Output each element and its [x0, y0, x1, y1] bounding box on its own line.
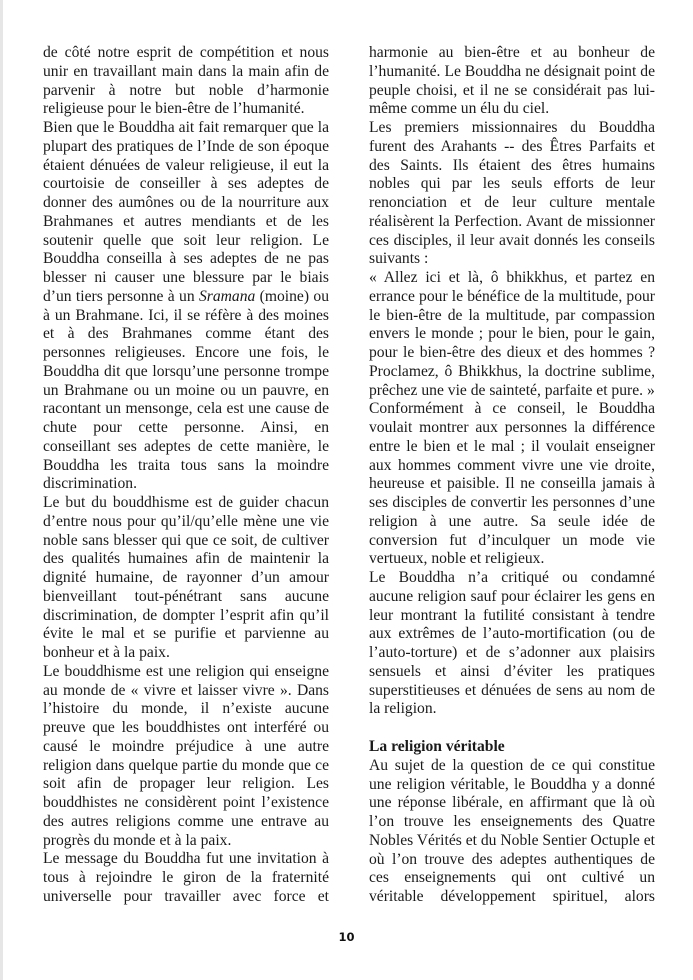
text-run: (moine) ou à un Brahmane. Ici, il se réfère à des moines et à des Brahmanes comme étant des personnes religieuses. Encore une fois, le Bouddha dit que lorsqu’une personne trompe un Brahmane ou un moine ou un pauvre, en racontant un mensonge, cela est une cause de chute pour cette personne. Ainsi, en conseillant ses adeptes de cette manière, le Bouddha les traita tous sans la moindre discrimination. — [43, 287, 329, 493]
paragraph: Conformément à ce conseil, le Bouddha voulait montrer aux personnes la différence entre le bien et le mal ; il voulait enseigner aux hommes comment vivre une vie droite, heureuse et paisible. Il ne conseilla jamais à ses disciples de convertir les personnes d’une religion à une autre. Sa seule idée de conversion fut d’inculquer un mode vie vertueux, noble et religieux. — [369, 400, 655, 568]
paragraph: harmonie au bien-être et au bonheur de l’humanité. Le Bouddha ne désignait point de peuple choisi, et il ne se considérait pas lui-même comme un élu du ciel. — [369, 44, 655, 118]
page-edge — [0, 0, 3, 980]
left-column — [43, 44, 329, 907]
right-column — [369, 44, 655, 907]
paragraph: Le bouddhisme est une religion qui enseigne au monde de « vivre et laisser vivre ». Dans l’histoire du monde, il n’existe aucune preuve que les bouddhistes ont interféré ou causé le moindre préjudice à une autre religion dans quelque partie du monde que ce soit afin de propager leur religion. Les bouddhistes ne considèrent point l’existence des autres religions comme une entrave au progrès du monde et à la paix. — [43, 662, 329, 849]
paragraph — [43, 119, 329, 494]
paragraph: Les premiers missionnaires du Bouddha furent des Arahants -- des Êtres Parfaits et des Saints. Ils étaient des êtres humains nobles qui par les seuls efforts de leur renonciation et de leur culture mentale réalisèrent la Perfection. Avant de missionner ces disciples, il leur avait donnés les conseils suivants : — [369, 119, 655, 268]
paragraph: Le message du Bouddha fut une invitation à tous à rejoindre le giron de la fraternité universelle pour travailler avec force et — [43, 850, 329, 905]
text-run: Bien que le Bouddha ait fait remarquer que la plupart des pratiques de l’Inde de son époque étaient dénuées de valeur religieuse, il eut la courtoisie de conseiller à ses adeptes de donner des aumônes ou de la nourriture aux Brahmanes et autres mendiants et de les soutenir quelle que soit leur religion. Le Bouddha conseilla à ses adeptes de ne pas blesser ni causer une blessure par le biais d’un tiers personne à un — [43, 119, 329, 305]
paragraph: Le but du bouddhisme est de guider chacun d’entre nous pour qu’il/qu’elle mène une vie noble sans blesser qui que ce soit, de cultiver des qualités humaines afin de maintenir la dignité humaine, de rayonner d’un amour bienveillant tout-pénétrant sans aucune discrimination, de dompter l’esprit afin qu’il évite le mal et se purifie et parvienne au bonheur et à la paix. — [43, 494, 329, 661]
italic-term: Sramana — [199, 287, 256, 305]
paragraph: Le Bouddha n’a critiqué ou condamné aucune religion sauf pour éclairer les gens en leur montrant la futilité consistant à tendre aux extrêmes de l’auto-mortification (ou de l’auto-torture) et de s’adonner aux plaisirs sensuels et ainsi d’éviter les pratiques superstitieuses et dénuées de sens au nom de la religion. — [369, 569, 655, 718]
page-number: 10 — [338, 930, 355, 944]
paragraph: de côté notre esprit de compétition et nous unir en travaillant main dans la main afin de parvenir à notre but noble d’harmonie religieuse pour le bien-être de l’humanité. — [43, 44, 329, 118]
section-heading: La religion véritable — [369, 738, 505, 755]
paragraph: Au sujet de la question de ce qui constitue une religion véritable, le Bouddha y a donné une réponse libérale, en affirmant que là où l’on trouve les enseignements des Quatre Nobles Vérités et du Noble Sentier Octuple et où l’on trouve des adeptes authentiques de ces enseignements qui ont cultivé un véritable développement spirituel, alors — [369, 756, 655, 905]
paragraph: « Allez ici et là, ô bhikkhus, et partez en errance pour le bénéfice de la multitude, pour le bien-être de la multitude, par compassion envers le monde ; pour le bien, pour le gain, pour le bien-être des dieux et des hommes ? Proclamez, ô Bhikkhus, la doctrine sublime, prêchez une vie de sainteté, parfaite et pure. » — [369, 269, 655, 399]
